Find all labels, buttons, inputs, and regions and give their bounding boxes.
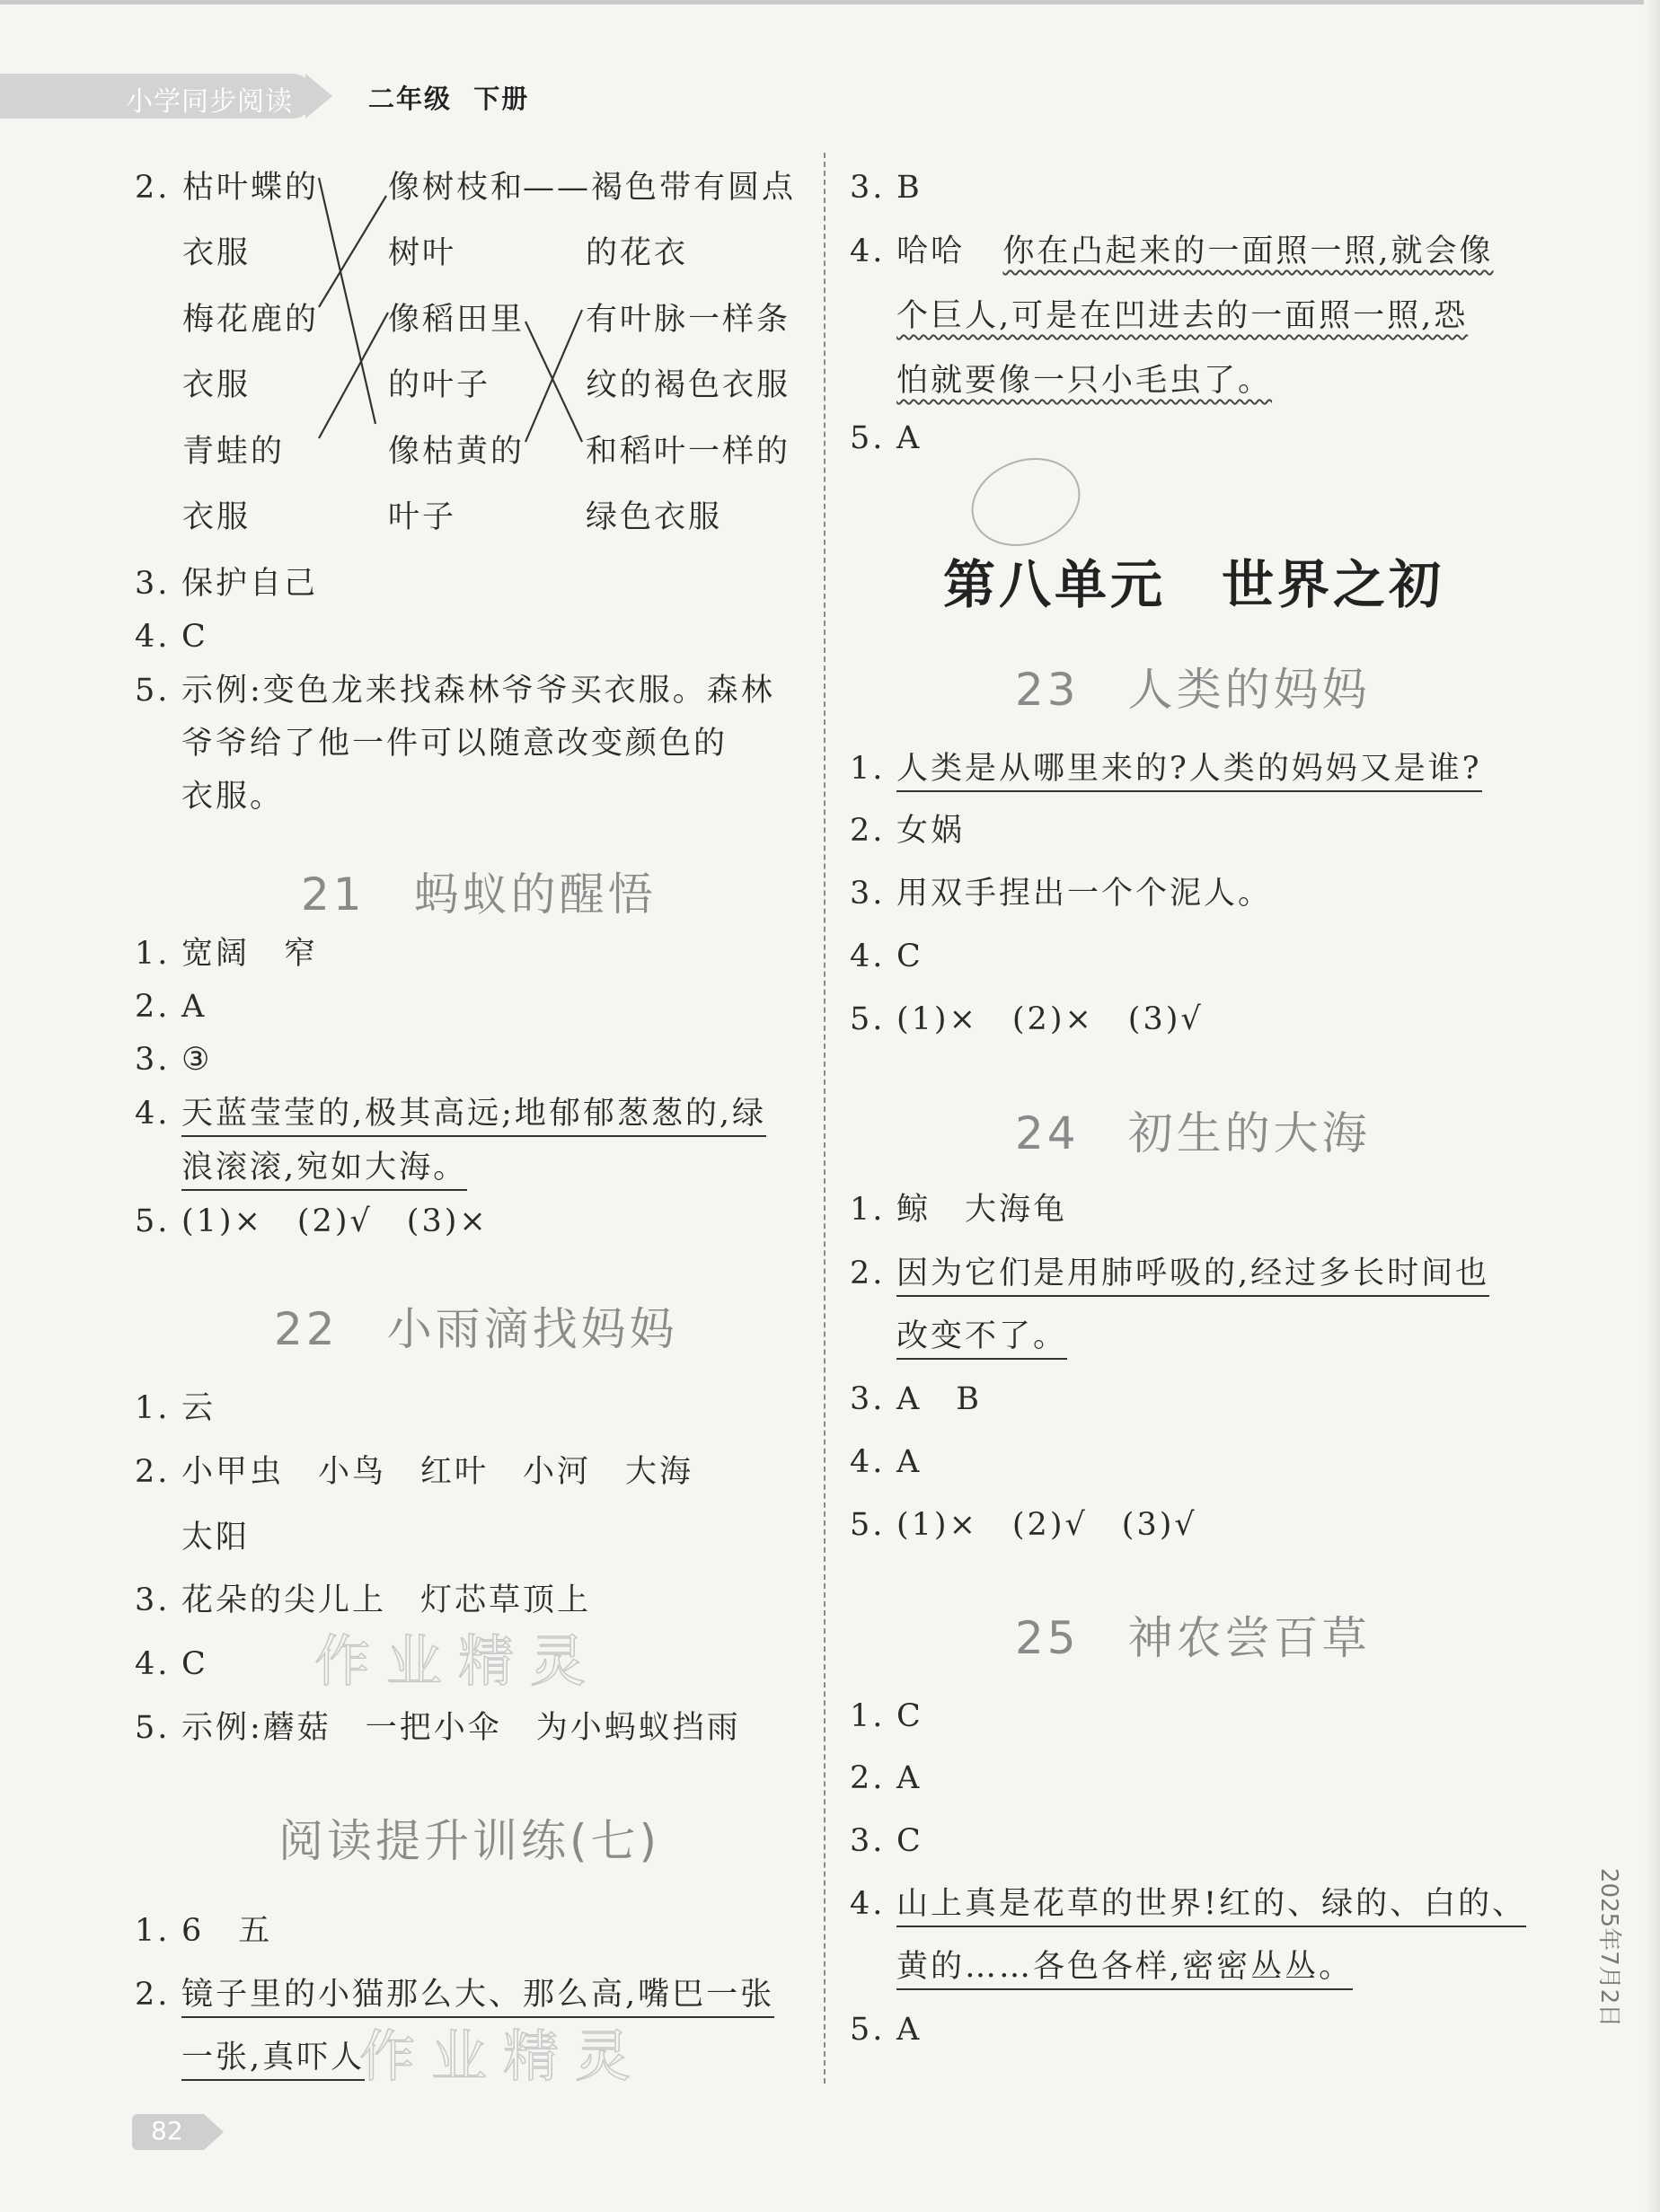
answer-text: (1)× (2)√ (3)×: [181, 1203, 489, 1239]
answer-text: C: [896, 939, 923, 974]
unit-title: 第八单元 世界之初: [943, 554, 1445, 615]
q-number: 3.: [850, 1381, 886, 1417]
wavy-answer: 怕就要像一只小毛虫了。: [896, 363, 1273, 399]
answer-line: [135, 934, 318, 974]
match-a: 青蛙的: [182, 434, 286, 470]
q-number: 1.: [135, 1913, 171, 1949]
answer-line: [850, 168, 923, 207]
answer-line: [135, 617, 208, 657]
q-number: 4.: [135, 1646, 171, 1682]
q-number: 4.: [135, 1096, 171, 1132]
underlined-answer: 浪滚滚,宛如大海。: [181, 1150, 467, 1191]
answer-line: [850, 1379, 982, 1419]
q-number: 3.: [850, 170, 886, 206]
section-title-22: 22 小雨滴找妈妈: [274, 1303, 678, 1355]
match-b: 像稻田里: [388, 302, 525, 338]
answer-text: C: [181, 1646, 208, 1682]
match-a: 梅花鹿的: [182, 302, 320, 338]
answer-line: [850, 874, 1272, 913]
answer-line: [850, 1442, 922, 1482]
section-title-25: 25 神农尝百草: [1015, 1612, 1371, 1664]
section-title-training: 阅读提升训练(七): [278, 1815, 661, 1867]
match-c: ——褐色带有圆点: [523, 170, 797, 206]
answer-text: 示例:变色龙来找森林爷爷买衣服。森林: [181, 673, 775, 709]
q-number: 2.: [135, 1977, 171, 2013]
answer-line: [850, 232, 1494, 271]
answer-line: [850, 1884, 1526, 1924]
answer-line: [850, 811, 965, 850]
q-number: 4.: [135, 619, 171, 655]
q-number: 1.: [850, 1192, 886, 1228]
q-number: 2.: [850, 1760, 886, 1796]
answer-text: (1)× (2)√ (3)√: [896, 1507, 1197, 1543]
match-c: 纹的褐色衣服: [586, 367, 791, 403]
match-a: 衣服: [182, 499, 252, 535]
answer-line: [135, 1708, 741, 1748]
answer-line: [135, 1911, 272, 1951]
q-number: 4.: [850, 1886, 886, 1922]
answer-line: [135, 1644, 208, 1684]
q-number: 1.: [850, 1698, 886, 1734]
answer-line: [850, 2010, 922, 2049]
answer-text: A: [896, 1760, 923, 1796]
q-number: 5.: [135, 1203, 171, 1239]
answer-line: [850, 937, 923, 976]
match-b: 像枯黄的: [388, 434, 525, 470]
answer-text: A B: [896, 1381, 982, 1417]
underlined-answer: 一张,真吓人: [181, 2040, 365, 2081]
match-b: 树叶: [388, 235, 457, 271]
underlined-answer: 黄的……各色各样,密密丛丛。: [896, 1949, 1353, 1990]
match-c: 有叶脉一样条: [586, 302, 791, 338]
q-number: 4.: [850, 939, 886, 974]
answer-line: [896, 361, 1272, 401]
answer-line: [850, 1505, 1197, 1545]
series-title: 小学同步阅读: [126, 86, 293, 118]
answer-line: [135, 1040, 212, 1080]
q-number: 1.: [850, 751, 886, 787]
q-number: 3.: [850, 876, 886, 912]
answer-line: [850, 1190, 1067, 1229]
underlined-answer: 镜子里的小猫那么大、那么高,嘴巴一张: [181, 1977, 774, 2018]
match-c: 的花衣: [586, 235, 689, 271]
q-number: 2.: [135, 1454, 171, 1490]
q-number: 3.: [135, 1042, 171, 1078]
underlined-answer: 因为它们是用肺呼吸的,经过多长时间也: [896, 1256, 1489, 1297]
q-number: 5.: [850, 1507, 886, 1543]
answer-line: [181, 1148, 467, 1187]
q-number: 4.: [850, 1444, 886, 1480]
answer-text: A: [896, 420, 923, 456]
section-title-24: 24 初生的大海: [1015, 1107, 1371, 1159]
watermark: 作业精灵: [359, 2023, 648, 2089]
match-a: 衣服: [182, 235, 252, 271]
q-number: 3.: [850, 1823, 886, 1859]
watermark: 作业精灵: [314, 1628, 603, 1694]
match-c: 和稻叶一样的: [586, 434, 791, 470]
underlined-answer: 改变不了。: [896, 1318, 1067, 1360]
answer-line: [135, 987, 207, 1027]
answer-text: 鲸 大海龟: [896, 1192, 1068, 1228]
answer-text: 保护自己: [181, 566, 319, 602]
edge-code: 2025年7月2日: [1595, 1868, 1622, 2028]
answer-text: 云: [181, 1390, 216, 1426]
q-number: 2.: [135, 989, 171, 1025]
answer-text: C: [896, 1698, 923, 1734]
answer-line: [135, 1452, 693, 1492]
answer-line: [850, 749, 1482, 789]
volume-text: 下册: [473, 84, 530, 114]
underlined-answer: 山上真是花草的世界!红的、绿的、白的、: [896, 1886, 1526, 1927]
answer-line: [896, 296, 1468, 336]
answer-text: C: [896, 1823, 923, 1859]
page-number-arrow: [204, 2114, 224, 2150]
answer-text: ③: [181, 1042, 213, 1078]
answer-line: [850, 1000, 1204, 1039]
answer-text: 用双手捏出一个个泥人。: [896, 876, 1273, 912]
answer-text: C: [181, 619, 208, 655]
answer-line: [850, 1696, 923, 1736]
q-number: 5.: [850, 2012, 886, 2048]
match-c: 绿色衣服: [586, 499, 723, 535]
wavy-answer: 你在凸起来的一面照一照,就会像: [1002, 234, 1494, 269]
answer-text: A: [896, 2012, 923, 2048]
answer-line: [135, 1388, 216, 1428]
section-title-23: 23 人类的妈妈: [1015, 664, 1371, 716]
answer-line: [135, 1094, 766, 1133]
answer-text: A: [896, 1444, 923, 1480]
answer-line: [135, 1202, 489, 1241]
q2-number: 2.: [135, 170, 171, 206]
answer-text: 衣服。: [181, 779, 285, 815]
answer-line: [850, 1821, 923, 1861]
answer-line: [850, 1254, 1489, 1293]
answer-line: [896, 1947, 1353, 1987]
answer-text: 6 五: [181, 1913, 273, 1949]
answer-line: [896, 1317, 1067, 1356]
q-number: 3.: [135, 566, 171, 602]
answer-line: [181, 2038, 365, 2077]
q-number: 4.: [850, 234, 886, 269]
q-number: 5.: [135, 673, 171, 709]
q-number: 5.: [850, 420, 886, 456]
answer-line: [135, 1518, 250, 1557]
match-a: 枯叶蝶的: [182, 170, 320, 206]
grade-text: 二年级: [368, 84, 453, 114]
answer-line: [135, 1975, 774, 2014]
q-number: 2.: [850, 813, 886, 849]
answer-text: 太阳: [181, 1520, 251, 1555]
answer-line: [135, 1581, 591, 1620]
answer-text: 小甲虫 小鸟 红叶 小河 大海: [181, 1454, 694, 1490]
answer-line: [850, 419, 922, 458]
answer-text: B: [896, 170, 923, 206]
underlined-answer: 人类是从哪里来的?人类的妈妈又是谁?: [896, 751, 1482, 792]
q-number: 3.: [135, 1582, 171, 1618]
match-b: 的叶子: [388, 367, 491, 403]
q-number: 2.: [850, 1256, 886, 1291]
answer-text: 哈哈: [896, 234, 966, 269]
answer-line: [135, 564, 318, 604]
page-number: 82: [151, 2116, 183, 2146]
underlined-answer: 天蓝莹莹的,极其高远;地郁郁葱葱的,绿: [181, 1096, 766, 1137]
answer-line: [135, 671, 775, 710]
answer-text: 宽阔 窄: [181, 936, 319, 972]
answer-text: A: [181, 989, 208, 1025]
answer-text: 示例:蘑菇 一把小伞 为小蚂蚁挡雨: [181, 1710, 741, 1746]
match-a: 衣服: [182, 367, 252, 403]
answer-line: [850, 1758, 922, 1798]
match-b: 像树枝和: [388, 170, 525, 206]
answer-text: 花朵的尖儿上 灯芯草顶上: [181, 1582, 592, 1618]
section-title-21: 21 蚂蚁的醒悟: [301, 868, 657, 921]
answer-text: 女娲: [896, 813, 966, 849]
match-b: 叶子: [388, 499, 457, 535]
q-number: 1.: [135, 936, 171, 972]
answer-text: (1)× (2)× (3)√: [896, 1001, 1204, 1037]
q-number: 1.: [135, 1390, 171, 1426]
q-number: 5.: [850, 1001, 886, 1037]
wavy-answer: 个巨人,可是在凹进去的一面照一照,恐: [896, 298, 1469, 334]
answer-text: 爷爷给了他一件可以随意改变颜色的: [181, 726, 728, 762]
q-number: 5.: [135, 1710, 171, 1746]
